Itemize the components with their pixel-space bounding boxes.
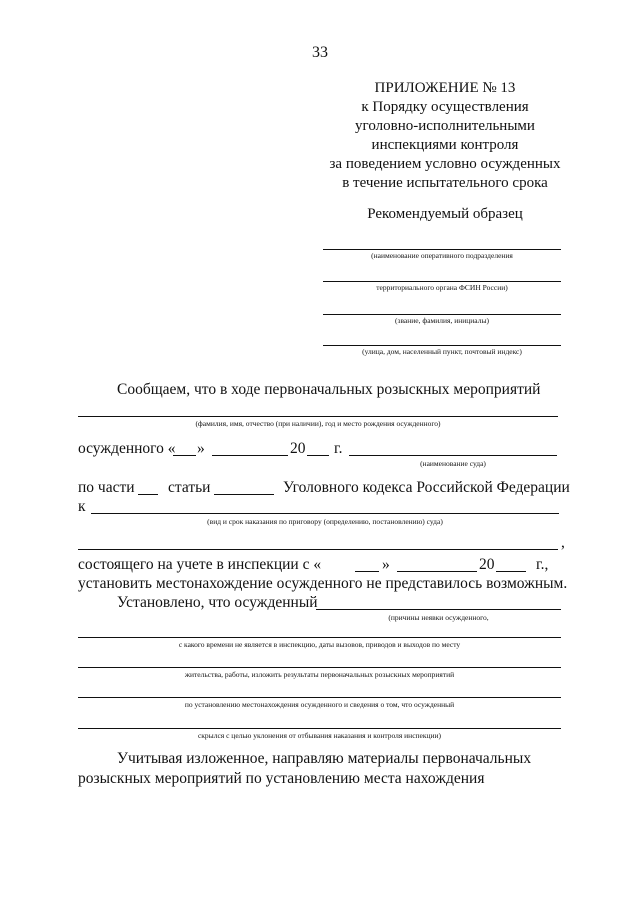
residence-caption: жительства, работы, изложить результаты первоначальных розыскных мероприятий (184, 670, 455, 679)
year-prefix-1: 20 (290, 440, 306, 457)
sentence-caption: (вид и срок наказания по приговору (определению, постановлению) суда) (207, 517, 443, 526)
address-caption-3: (звание, фамилия, инициалы) (395, 316, 489, 325)
article-label: статьи (168, 479, 211, 496)
since-caption: с какого времени не является в инспекцию, даты вызовов, приводов и выходов по месту (178, 640, 461, 649)
appendix-line-3: уголовно-исполнительными (355, 118, 535, 134)
established-text: Установлено, что осужденный (117, 594, 318, 611)
registered-text: состоящего на учете в инспекции с « (78, 556, 322, 573)
comma: , (561, 534, 565, 551)
year-prefix-2: 20 (479, 556, 495, 573)
considering-line-1: Учитывая изложенное, направляю материалы первоначальных (117, 750, 532, 767)
month-field-1[interactable] (212, 441, 288, 456)
fio-line (78, 416, 558, 417)
part-label: по части (78, 479, 135, 496)
address-line-2 (323, 281, 561, 282)
hiding-line[interactable] (78, 728, 561, 729)
location-line[interactable] (78, 697, 561, 698)
sample-label: Рекомендуемый образец (367, 206, 523, 222)
year-field-1[interactable] (307, 441, 329, 456)
address-caption-1: (наименование оперативного подразделения (371, 251, 513, 260)
address-caption-4: (улица, дом, населенный пункт, почтовый индекс) (362, 347, 522, 356)
reasons-caption: (причины неявки осужденного, (388, 613, 489, 622)
since-line[interactable] (78, 637, 561, 638)
continuation-field[interactable] (78, 535, 558, 550)
quote-close-1: » (197, 440, 205, 457)
address-line-4 (323, 345, 561, 346)
impossible-text: установить местонахождение осужденного не представилось возможным. (78, 575, 568, 592)
day-field-2[interactable] (355, 557, 379, 572)
criminal-code-text: Уголовного кодекса Российской Федерации (283, 479, 570, 496)
residence-line[interactable] (78, 667, 561, 668)
address-line-3 (323, 314, 561, 315)
article-field[interactable] (214, 480, 274, 495)
appendix-line-6: в течение испытательного срока (342, 175, 548, 191)
appendix-line-2: к Порядку осуществления (361, 99, 529, 115)
fio-caption: (фамилия, имя, отчество (при наличии), год и место рождения осужденного) (195, 419, 441, 428)
page-number: 33 (312, 44, 328, 61)
location-caption: по установлению местонахождения осужденного и сведения о том, что осужденный (184, 700, 455, 709)
year-field-2[interactable] (496, 557, 526, 572)
appendix-title: ПРИЛОЖЕНИЕ № 13 (374, 80, 516, 96)
address-caption-2: территориального органа ФСИН России) (376, 283, 508, 292)
day-field-1[interactable] (173, 441, 196, 456)
appendix-line-5: за поведением условно осужденных (329, 156, 561, 172)
year-suffix-2: г., (536, 556, 549, 573)
considering-line-2: розыскных мероприятий по установлению места нахождения (78, 770, 485, 787)
sentence-field[interactable] (91, 499, 559, 514)
k-label: к (78, 498, 86, 515)
reasons-field[interactable] (316, 595, 561, 610)
court-field[interactable] (349, 441, 557, 456)
address-line-1 (323, 249, 561, 250)
convicted-label: осужденного « (78, 440, 176, 457)
appendix-line-4: инспекциями контроля (371, 137, 519, 153)
hiding-caption: скрылся с целью уклонения от отбывания наказания и контроля инспекции) (197, 731, 442, 740)
year-suffix-1: г. (334, 440, 343, 457)
month-field-2[interactable] (397, 557, 477, 572)
court-caption: (наименование суда) (420, 459, 486, 468)
intro-text: Сообщаем, что в ходе первоначальных розыскных мероприятий (117, 381, 541, 398)
part-field[interactable] (138, 480, 158, 495)
quote-close-2: » (382, 556, 390, 573)
